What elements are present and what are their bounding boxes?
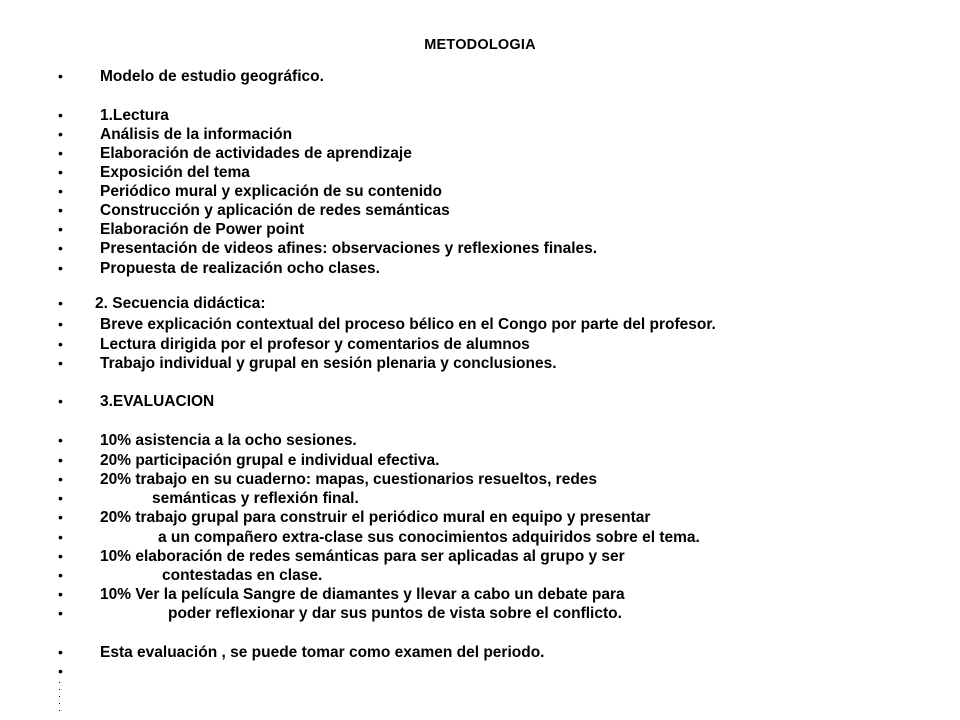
page-title: METODOLOGIA: [424, 37, 536, 53]
bullet-icon: •: [58, 644, 63, 660]
list-item-text: 3.EVALUACION: [100, 393, 215, 410]
bullet-icon: •: [58, 432, 63, 448]
list-item-text: Periódico mural y explicación de su contenido: [100, 183, 442, 200]
bullet-icon: •: [58, 202, 63, 218]
bullet-icon: •: [58, 471, 63, 487]
list-item-text: Elaboración de Power point: [100, 221, 305, 238]
bullet-icon: •: [58, 509, 63, 525]
bullet-icon: •: [58, 295, 63, 311]
bullet-icon: •: [58, 68, 63, 84]
list-item-text: a un compañero extra-clase sus conocimientos adquiridos sobre el tema.: [158, 529, 700, 546]
list-item-text: Exposición del tema: [100, 164, 250, 181]
list-item-text: 20% participación grupal e individual efectiva.: [100, 452, 440, 469]
list-item-text: Lectura dirigida por el profesor y comentarios de alumnos: [100, 336, 530, 353]
dot: [59, 682, 60, 683]
bullet-icon: •: [58, 183, 63, 199]
bullet-icon: •: [58, 126, 63, 142]
bullet-icon: •: [58, 452, 63, 468]
bullet-icon: •: [58, 221, 63, 237]
bullet-icon: •: [58, 316, 63, 332]
list-item-text: poder reflexionar y dar sus puntos de vista sobre el conflicto.: [168, 605, 622, 622]
bullet-icon: •: [58, 605, 63, 621]
list-item-text: 10% elaboración de redes semánticas para ser aplicadas al grupo y ser: [100, 548, 625, 565]
overflow-dots: [59, 682, 63, 717]
bullet-icon: •: [58, 240, 63, 256]
list-item-text: Breve explicación contextual del proceso bélico en el Congo por parte del profesor.: [100, 316, 716, 333]
dot: [59, 689, 60, 690]
list-item-text: Análisis de la información: [100, 126, 293, 143]
bullet-icon: •: [58, 529, 63, 545]
list-item-text: 2. Secuencia didáctica:: [95, 295, 266, 312]
bullet-icon: •: [58, 567, 63, 583]
list-item-text: Esta evaluación , se puede tomar como examen del periodo.: [100, 644, 545, 661]
list-item-text: 10% Ver la película Sangre de diamantes y llevar a cabo un debate para: [100, 586, 625, 603]
list-item-text: 20% trabajo en su cuaderno: mapas, cuestionarios resueltos, redes: [100, 471, 598, 488]
list-item-text: contestadas en clase.: [162, 567, 323, 584]
list-item-text: semánticas y reflexión final.: [152, 490, 359, 507]
dot: [59, 696, 60, 697]
bullet-icon: •: [58, 164, 63, 180]
list-item-text: Trabajo individual y grupal en sesión plenaria y conclusiones.: [100, 355, 557, 372]
bullet-icon: •: [58, 260, 63, 276]
bullet-icon: •: [58, 336, 63, 352]
list-item-text: Construcción y aplicación de redes semánticas: [100, 202, 450, 219]
bullet-icon: •: [58, 107, 63, 123]
bullet-icon: •: [58, 490, 63, 506]
list-item-text: Modelo de estudio geográfico.: [100, 68, 324, 85]
list-item-text: 10% asistencia a la ocho sesiones.: [100, 432, 357, 449]
bullet-icon: •: [58, 548, 63, 564]
dot: [59, 703, 60, 704]
list-item-text: 20% trabajo grupal para construir el periódico mural en equipo y presentar: [100, 509, 651, 526]
list-item-text: Presentación de videos afines: observaciones y reflexiones finales.: [100, 240, 598, 257]
bullet-icon: •: [58, 355, 63, 371]
dot: [59, 710, 60, 711]
list-item-text: 1.Lectura: [100, 107, 169, 124]
bullet-icon: •: [58, 145, 63, 161]
bullet-icon: •: [58, 393, 63, 409]
list-item-text: Elaboración de actividades de aprendizaje: [100, 145, 412, 162]
bullet-icon: •: [58, 586, 63, 602]
bullet-icon: •: [58, 663, 63, 679]
list-item-text: Propuesta de realización ocho clases.: [100, 260, 380, 277]
